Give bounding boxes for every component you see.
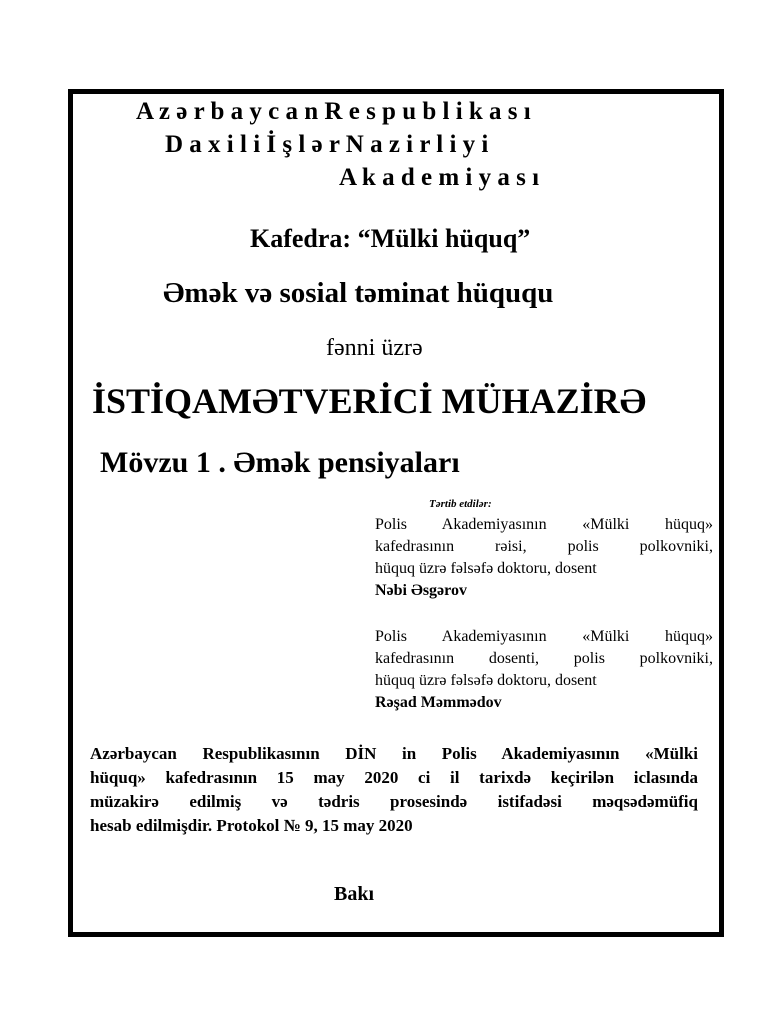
kafedra-title: Kafedra: “Mülki hüquq” [250, 224, 531, 253]
author-line: hüquq üzrə fəlsəfə doktoru, dosent [375, 672, 597, 689]
approval-line: müzakirə edilmiş və tədris prosesində istifadəsi məqsədəmüfiq [90, 792, 698, 811]
author-line: Polis Akademiyasının «Mülki hüquq» [375, 628, 713, 645]
approval-note [90, 742, 698, 838]
header-republic: A z ə r b a y c a n R e s p u b l i k a s ı [136, 98, 531, 125]
author-line: hüquq üzrə fəlsəfə doktoru, dosent [375, 560, 597, 577]
topic-title: Mövzu 1 . Əmək pensiyaları [100, 446, 460, 479]
approval-line: hesab edilmişdir. Protokol № 9, 15 may 2020 [90, 816, 413, 835]
author-line: kafedrasının dosenti, polis polkovniki, [375, 650, 713, 667]
compilers-label: Tərtib etdilər: [429, 498, 492, 510]
author-line: kafedrasının rəisi, polis polkovniki, [375, 538, 713, 555]
approval-line: Azərbaycan Respublikasının DİN in Polis Akademiyasının «Mülki [90, 744, 698, 763]
subject-title: Əmək və sosial təminat hüququ [163, 277, 554, 309]
subject-note: fənni üzrə [326, 335, 423, 361]
city-label: Bakı [334, 883, 375, 905]
header-academy: A k a d e m i y a s ı [339, 164, 540, 191]
header-ministry: D a x i l i İ ş l ə r N a z i r l i y i [165, 131, 489, 158]
author-name: Nəbi Əsgərov [375, 582, 467, 599]
document-type-heading: İSTİQAMƏTVERİCİ MÜHAZİRƏ [92, 381, 647, 421]
author-name: Rəşad Məmmədov [375, 694, 502, 711]
author-line: Polis Akademiyasının «Mülki hüquq» [375, 516, 713, 533]
author-block [375, 514, 713, 602]
approval-line: hüquq» kafedrasının 15 may 2020 ci il tarixdə keçirilən iclasında [90, 768, 698, 787]
author-block [375, 626, 713, 714]
